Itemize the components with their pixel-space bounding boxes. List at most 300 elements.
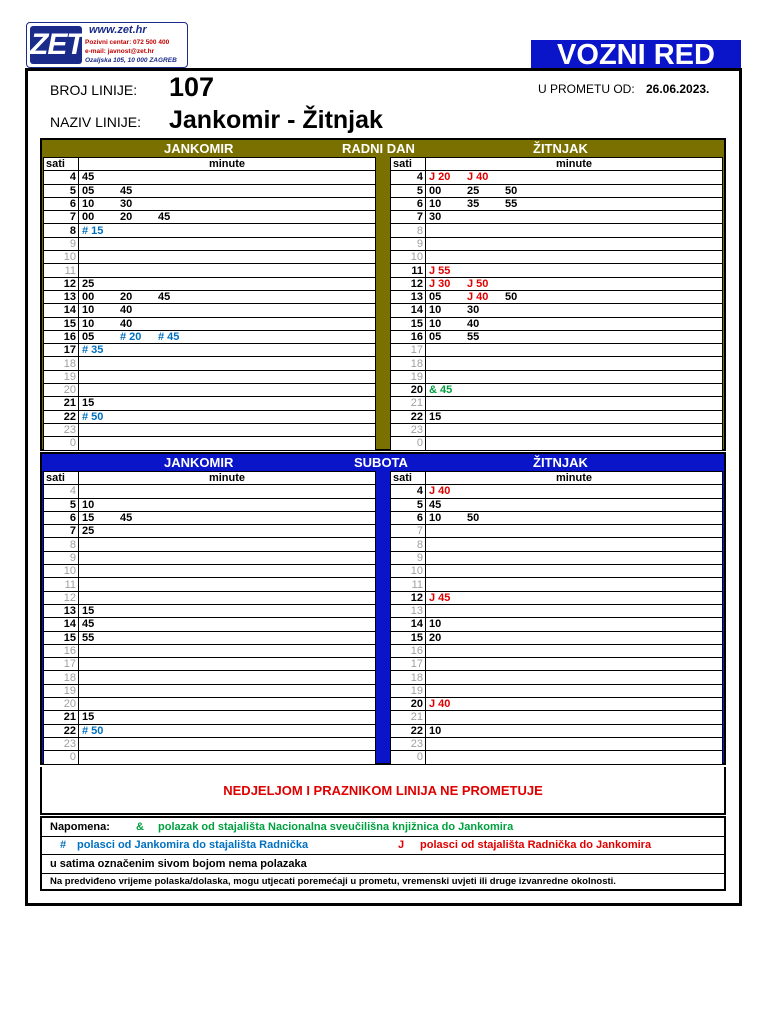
departure-minute: 30 — [429, 211, 442, 224]
hour-cell: 22 — [391, 410, 426, 423]
hour-cell: 6 — [44, 197, 79, 210]
minute-header: minute — [79, 472, 376, 485]
table-row — [44, 357, 376, 370]
departure-minute: 10 — [429, 512, 442, 525]
table-row — [391, 658, 723, 671]
hour-cell: 17 — [391, 344, 426, 357]
departure-minute: 10 — [82, 498, 95, 511]
table-row — [391, 264, 723, 277]
hour-header: sati — [44, 158, 79, 171]
table-row — [391, 671, 723, 684]
minutes-cell — [426, 684, 723, 697]
departure-minute: # 20 — [120, 331, 142, 343]
minutes-cell — [426, 737, 723, 750]
minutes-cell — [426, 711, 723, 724]
hour-cell: 23 — [391, 423, 426, 436]
departure-minute: 10 — [429, 317, 442, 330]
departure-minute: 15 — [82, 512, 95, 525]
hour-cell: 12 — [391, 277, 426, 290]
minutes-cell — [79, 370, 376, 383]
minutes-cell — [79, 684, 376, 697]
minutes-cell — [426, 184, 723, 197]
minutes-cell — [426, 251, 723, 264]
hour-cell: 19 — [44, 370, 79, 383]
hour-cell: 10 — [391, 251, 426, 264]
hour-cell: 17 — [44, 658, 79, 671]
departure-minute: 45 — [120, 512, 133, 525]
table-row — [44, 224, 376, 237]
hour-cell: 9 — [391, 551, 426, 564]
table-row — [391, 197, 723, 210]
table-row — [44, 591, 376, 604]
table-row — [44, 410, 376, 423]
minutes-cell — [79, 698, 376, 711]
departure-minute: 10 — [82, 198, 95, 211]
hour-header: sati — [391, 472, 426, 485]
hour-cell: 11 — [391, 578, 426, 591]
minutes-cell — [79, 724, 376, 737]
zet-logo — [26, 22, 188, 68]
table-row — [391, 237, 723, 250]
saturday-titlebar — [42, 454, 724, 470]
departure-minute: 45 — [158, 291, 171, 304]
table-row — [391, 410, 723, 423]
minutes-cell — [79, 251, 376, 264]
table-row — [391, 578, 723, 591]
departure-minute: 50 — [467, 512, 480, 525]
minutes-cell — [426, 631, 723, 644]
minutes-cell — [426, 604, 723, 617]
table-row — [391, 565, 723, 578]
hour-cell: 10 — [391, 565, 426, 578]
minutes-cell — [426, 671, 723, 684]
weekday-day-label: RADNI DAN — [342, 141, 415, 156]
saturday-right-table — [390, 471, 723, 765]
table-row — [44, 671, 376, 684]
hour-cell: 22 — [391, 724, 426, 737]
table-row — [44, 658, 376, 671]
hour-cell: 17 — [391, 658, 426, 671]
hour-cell: 13 — [391, 290, 426, 303]
hour-cell: 13 — [44, 604, 79, 617]
table-row — [44, 538, 376, 551]
minutes-cell — [79, 658, 376, 671]
departure-minute: 05 — [82, 331, 95, 343]
minutes-cell — [426, 344, 723, 357]
minutes-cell — [426, 330, 723, 343]
table-row — [391, 684, 723, 697]
hour-cell: 21 — [391, 711, 426, 724]
departure-minute: 55 — [82, 631, 95, 644]
departure-minute: 25 — [467, 184, 480, 197]
minutes-cell — [79, 211, 376, 224]
hour-cell: 23 — [44, 423, 79, 436]
hour-cell: 5 — [44, 184, 79, 197]
departure-minute: J 40 — [467, 171, 489, 184]
hour-cell: 9 — [391, 237, 426, 250]
table-row — [44, 330, 376, 343]
table-row — [391, 171, 723, 184]
hour-cell: 8 — [44, 224, 79, 237]
minutes-cell — [426, 357, 723, 370]
hour-cell: 4 — [391, 171, 426, 184]
hour-cell: 8 — [44, 538, 79, 551]
minutes-cell — [79, 591, 376, 604]
sunday-notice: NEDJELJOM I PRAZNIKOM LINIJA NE PROMETUJE — [40, 767, 726, 815]
table-row — [44, 277, 376, 290]
hour-cell: 7 — [44, 211, 79, 224]
hour-cell: 15 — [391, 317, 426, 330]
saturday-left-table — [43, 471, 376, 765]
table-row — [391, 251, 723, 264]
table-row — [391, 724, 723, 737]
hour-cell: 6 — [391, 511, 426, 524]
saturday-section — [40, 452, 726, 765]
minutes-cell — [79, 437, 376, 450]
table-row — [391, 304, 723, 317]
departure-minute: & 45 — [429, 384, 453, 397]
departure-minute: 40 — [120, 304, 133, 317]
note-row-amp — [42, 818, 724, 837]
table-row — [44, 565, 376, 578]
table-row — [391, 498, 723, 511]
minutes-cell — [79, 423, 376, 436]
minutes-cell — [79, 384, 376, 397]
weekday-right-stop: ŽITNJAK — [533, 141, 588, 156]
saturday-day-label: SUBOTA — [354, 455, 408, 470]
weekday-left-table — [43, 157, 376, 451]
minutes-cell — [79, 237, 376, 250]
minutes-cell — [79, 511, 376, 524]
note-amp-symbol: & — [136, 821, 144, 833]
valid-from-date: 26.06.2023. — [646, 82, 710, 96]
minutes-cell — [426, 618, 723, 631]
minutes-cell — [79, 317, 376, 330]
departure-minute: 00 — [82, 211, 95, 224]
hour-cell: 16 — [44, 644, 79, 657]
table-row — [44, 711, 376, 724]
departure-minute: 00 — [82, 291, 95, 304]
table-row — [391, 437, 723, 450]
hour-cell: 20 — [44, 698, 79, 711]
note-row-hash — [42, 837, 724, 855]
hour-cell: 5 — [391, 184, 426, 197]
minutes-cell — [79, 410, 376, 423]
line-number: 107 — [169, 72, 215, 102]
hour-cell: 0 — [44, 437, 79, 450]
table-row — [44, 485, 376, 498]
minutes-cell — [79, 171, 376, 184]
departure-minute: 05 — [429, 291, 442, 304]
departure-minute: 00 — [429, 184, 442, 197]
logo-email: e-mail: javnost@zet.hr — [85, 48, 155, 55]
table-row — [391, 644, 723, 657]
minutes-cell — [426, 511, 723, 524]
table-row — [44, 370, 376, 383]
table-row — [391, 591, 723, 604]
minutes-cell — [426, 551, 723, 564]
table-row — [44, 197, 376, 210]
table-row — [44, 264, 376, 277]
hour-cell: 6 — [44, 511, 79, 524]
hour-cell: 15 — [44, 631, 79, 644]
table-row — [391, 277, 723, 290]
hour-cell: 18 — [391, 671, 426, 684]
table-row — [391, 330, 723, 343]
hour-cell: 8 — [391, 538, 426, 551]
minutes-cell — [426, 724, 723, 737]
departure-minute: 10 — [82, 317, 95, 330]
minutes-cell — [426, 197, 723, 210]
minutes-cell — [79, 631, 376, 644]
hour-cell: 19 — [391, 370, 426, 383]
minutes-cell — [79, 290, 376, 303]
minutes-cell — [426, 237, 723, 250]
notes-box — [40, 816, 726, 891]
hour-cell: 0 — [391, 751, 426, 764]
table-row — [44, 751, 376, 764]
note-amp-text: polazak od stajališta Nacionalna sveučilišna knjižnica do Jankomira — [158, 821, 514, 833]
minutes-cell — [79, 184, 376, 197]
logo-url[interactable]: www.zet.hr — [89, 24, 147, 36]
saturday-right-stop: ŽITNJAK — [533, 455, 588, 470]
table-row — [44, 171, 376, 184]
table-row — [391, 511, 723, 524]
hour-header: sati — [44, 472, 79, 485]
departure-minute: 20 — [120, 211, 133, 224]
table-row — [44, 344, 376, 357]
table-row — [44, 437, 376, 450]
departure-minute: 45 — [82, 618, 95, 631]
departure-minute: 10 — [429, 724, 442, 737]
minutes-cell — [426, 290, 723, 303]
table-row — [44, 423, 376, 436]
hour-cell: 14 — [44, 618, 79, 631]
departure-minute: 45 — [82, 171, 95, 184]
departure-minute: # 50 — [82, 724, 104, 737]
table-row — [44, 251, 376, 264]
hour-cell: 11 — [44, 264, 79, 277]
note-j-symbol: J — [398, 839, 405, 851]
hour-cell: 7 — [44, 525, 79, 538]
departure-minute: 10 — [82, 304, 95, 317]
departure-minute: 10 — [429, 304, 442, 317]
departure-minute: 40 — [120, 317, 133, 330]
hour-cell: 16 — [391, 330, 426, 343]
hour-cell: 20 — [391, 384, 426, 397]
hour-cell: 13 — [44, 290, 79, 303]
hour-cell: 12 — [44, 277, 79, 290]
departure-minute: 15 — [429, 410, 442, 423]
departure-minute: 50 — [505, 291, 518, 304]
minute-header: minute — [79, 158, 376, 171]
departure-minute: # 15 — [82, 224, 104, 237]
table-row — [391, 384, 723, 397]
logo-phone: Pozivni centar: 072 500 400 — [85, 39, 170, 46]
table-row — [391, 751, 723, 764]
minute-header: minute — [426, 158, 723, 171]
hour-cell: 9 — [44, 551, 79, 564]
table-row — [391, 604, 723, 617]
hour-cell: 21 — [44, 397, 79, 410]
minutes-cell — [426, 538, 723, 551]
hour-cell: 19 — [44, 684, 79, 697]
departure-minute: 30 — [120, 198, 133, 211]
departure-minute: 25 — [82, 525, 95, 538]
minutes-cell — [426, 370, 723, 383]
table-row — [391, 344, 723, 357]
note-j-text: polasci od stajališta Radnička do Jankomira — [420, 839, 652, 851]
minutes-cell — [426, 485, 723, 498]
table-row — [391, 525, 723, 538]
hour-cell: 14 — [391, 304, 426, 317]
minutes-cell — [79, 304, 376, 317]
hour-cell: 16 — [391, 644, 426, 657]
hour-cell: 18 — [44, 357, 79, 370]
table-row — [44, 384, 376, 397]
departure-minute: 50 — [505, 184, 518, 197]
departure-minute: # 50 — [82, 410, 104, 423]
weekday-section — [40, 138, 726, 451]
departure-minute: 15 — [82, 605, 95, 618]
departure-minute: 15 — [82, 397, 95, 410]
table-row — [44, 184, 376, 197]
departure-minute: 55 — [505, 198, 518, 211]
table-row — [44, 737, 376, 750]
table-row — [391, 423, 723, 436]
minutes-cell — [79, 498, 376, 511]
hour-cell: 6 — [391, 197, 426, 210]
departure-minute: 05 — [429, 331, 442, 343]
table-row — [391, 357, 723, 370]
hour-cell: 19 — [391, 684, 426, 697]
hour-cell: 17 — [44, 344, 79, 357]
line-name-label: NAZIV LINIJE: — [50, 114, 142, 130]
minutes-cell — [79, 551, 376, 564]
line-number-label: BROJ LINIJE: — [50, 82, 138, 98]
departure-minute: 20 — [120, 291, 133, 304]
table-row — [44, 317, 376, 330]
minutes-cell — [426, 498, 723, 511]
minutes-cell — [79, 357, 376, 370]
departure-minute: 20 — [429, 631, 442, 644]
table-row — [44, 211, 376, 224]
minutes-cell — [426, 591, 723, 604]
hour-cell: 22 — [44, 410, 79, 423]
hour-cell: 7 — [391, 525, 426, 538]
minutes-cell — [426, 384, 723, 397]
departure-minute: J 40 — [429, 698, 451, 711]
table-row — [391, 698, 723, 711]
hour-cell: 7 — [391, 211, 426, 224]
logo-address: Ozaljska 105, 10 000 ZAGREB — [85, 57, 177, 64]
departure-minute: J 55 — [429, 264, 451, 277]
table-row — [391, 737, 723, 750]
hour-cell: 18 — [44, 671, 79, 684]
minutes-cell — [79, 671, 376, 684]
table-row — [391, 290, 723, 303]
table-row — [391, 317, 723, 330]
hour-cell: 9 — [44, 237, 79, 250]
table-row — [44, 551, 376, 564]
minutes-cell — [426, 751, 723, 764]
hour-cell: 12 — [44, 591, 79, 604]
hour-cell: 8 — [391, 224, 426, 237]
hour-cell: 14 — [391, 618, 426, 631]
minutes-cell — [79, 737, 376, 750]
page-title: VOZNI RED — [531, 40, 741, 70]
notes-label: Napomena: — [50, 821, 110, 833]
departure-minute: J 20 — [429, 171, 451, 184]
hour-cell: 20 — [44, 384, 79, 397]
saturday-left-stop: JANKOMIR — [164, 455, 234, 470]
valid-from-label: U PROMETU OD: — [538, 82, 635, 96]
hour-cell: 20 — [391, 698, 426, 711]
minutes-cell — [79, 197, 376, 210]
minutes-cell — [79, 644, 376, 657]
departure-minute: 45 — [158, 211, 171, 224]
minutes-cell — [79, 604, 376, 617]
departure-minute: 40 — [467, 317, 480, 330]
hour-cell: 15 — [44, 317, 79, 330]
hour-cell: 4 — [44, 485, 79, 498]
departure-minute: 35 — [467, 198, 480, 211]
minutes-cell — [79, 711, 376, 724]
minutes-cell — [79, 344, 376, 357]
table-row — [44, 604, 376, 617]
minutes-cell — [79, 538, 376, 551]
note-row-gray — [42, 855, 724, 874]
minutes-cell — [426, 224, 723, 237]
minutes-cell — [426, 264, 723, 277]
minutes-cell — [426, 277, 723, 290]
hour-cell: 5 — [44, 498, 79, 511]
hour-cell: 15 — [391, 631, 426, 644]
hour-cell: 22 — [44, 724, 79, 737]
table-row — [391, 184, 723, 197]
table-row — [391, 211, 723, 224]
minutes-cell — [79, 751, 376, 764]
hour-cell: 23 — [391, 737, 426, 750]
minutes-cell — [79, 264, 376, 277]
table-row — [44, 237, 376, 250]
table-row — [44, 511, 376, 524]
hour-cell: 13 — [391, 604, 426, 617]
departure-minute: 55 — [467, 331, 480, 343]
table-row — [44, 618, 376, 631]
hour-cell: 12 — [391, 591, 426, 604]
minutes-cell — [79, 485, 376, 498]
table-row — [44, 684, 376, 697]
hour-cell: 11 — [391, 264, 426, 277]
hour-cell: 0 — [44, 751, 79, 764]
minutes-cell — [79, 224, 376, 237]
minutes-cell — [79, 330, 376, 343]
table-row — [44, 525, 376, 538]
minutes-cell — [79, 525, 376, 538]
minutes-cell — [426, 410, 723, 423]
hour-cell: 10 — [44, 565, 79, 578]
table-row — [44, 698, 376, 711]
minutes-cell — [426, 658, 723, 671]
table-row — [44, 631, 376, 644]
departure-minute: J 45 — [429, 591, 451, 604]
hour-cell: 21 — [391, 397, 426, 410]
table-row — [44, 578, 376, 591]
table-row — [391, 631, 723, 644]
minutes-cell — [426, 211, 723, 224]
hour-cell: 18 — [391, 357, 426, 370]
